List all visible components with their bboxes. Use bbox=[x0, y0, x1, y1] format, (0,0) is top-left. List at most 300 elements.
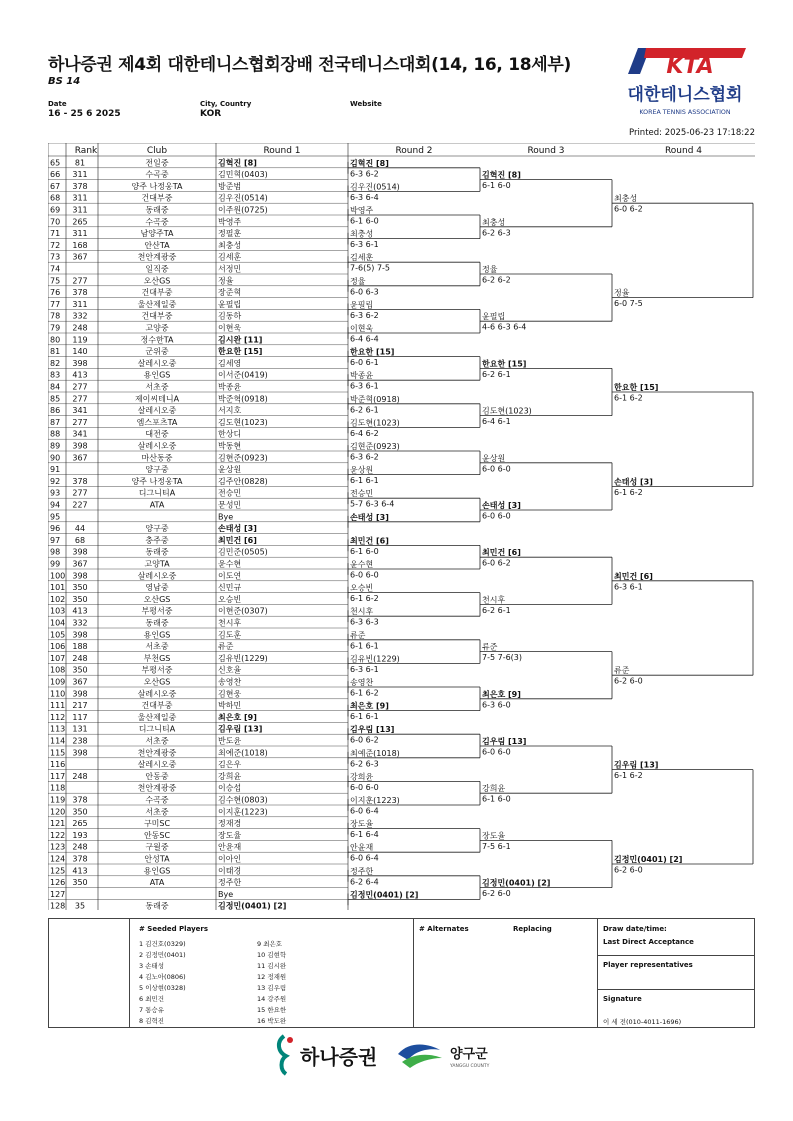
draw-position: 93 bbox=[50, 488, 61, 498]
player-name: 김현준(0923) bbox=[218, 453, 268, 463]
kta-logo-english: KOREA TENNIS ASSOCIATION bbox=[639, 109, 731, 116]
player-rank: 227 bbox=[72, 500, 88, 510]
round2-score: 6-3 6-3 bbox=[350, 617, 379, 627]
player-rank: 367 bbox=[72, 252, 88, 262]
player-club: 부평서중 bbox=[141, 665, 173, 675]
player-club: 전일중 bbox=[145, 158, 169, 168]
player-name: 최민건 [6] bbox=[218, 535, 257, 545]
round3-winner: 정율 bbox=[482, 265, 498, 274]
player-rank: 367 bbox=[72, 453, 88, 463]
player-name: 정재경 bbox=[218, 819, 242, 829]
draw-position: 108 bbox=[50, 665, 66, 675]
player-name: 김우진(0514) bbox=[218, 193, 268, 203]
draw-position: 98 bbox=[50, 547, 61, 557]
round2-winner: 장도율 bbox=[350, 819, 374, 829]
draw-position: 106 bbox=[50, 642, 66, 652]
draw-position: 109 bbox=[50, 677, 66, 687]
player-rank: 350 bbox=[72, 583, 88, 593]
draw-position: 73 bbox=[50, 252, 61, 262]
player-rank: 119 bbox=[72, 335, 88, 345]
player-rank: 341 bbox=[72, 406, 88, 416]
draw-position: 114 bbox=[50, 736, 66, 746]
seeded-player: 2 김정민(0401) bbox=[139, 951, 186, 959]
round4-score: 6-0 6-2 bbox=[614, 204, 643, 214]
draw-position: 75 bbox=[50, 276, 61, 286]
player-club: 동래중 bbox=[145, 618, 169, 628]
draw-position: 90 bbox=[50, 453, 61, 463]
draw-position: 94 bbox=[50, 500, 61, 510]
round2-score: 6-0 6-0 bbox=[350, 782, 379, 792]
sponsor-logos-svg bbox=[270, 1030, 530, 1080]
player-rank: 398 bbox=[72, 689, 88, 699]
player-rank: 350 bbox=[72, 878, 88, 888]
player-name: 장도율 bbox=[218, 830, 242, 840]
player-club: 충주중 bbox=[145, 535, 169, 545]
player-club: 군위중 bbox=[145, 347, 169, 357]
round2-winner: 최예준(1018) bbox=[350, 748, 400, 758]
column-header-round-2: Round 2 bbox=[395, 146, 433, 156]
draw-position: 76 bbox=[50, 288, 61, 298]
round2-winner: 최민건 [6] bbox=[350, 536, 389, 546]
player-rank: 35 bbox=[74, 901, 86, 910]
player-club: 대전중 bbox=[145, 429, 169, 439]
round2-winner: 류준 bbox=[350, 630, 366, 640]
player-rank: 188 bbox=[72, 642, 88, 652]
round3-score: 6-0 6-0 bbox=[482, 464, 511, 474]
seeded-player: 6 최민건 bbox=[139, 995, 165, 1003]
draw-position: 72 bbox=[50, 240, 61, 250]
player-rank: 378 bbox=[72, 854, 88, 864]
draw-position: 101 bbox=[50, 583, 66, 593]
player-name: 장준혁 bbox=[218, 288, 242, 298]
draw-position: 121 bbox=[50, 819, 66, 829]
round2-winner: 오승빈 bbox=[350, 583, 374, 593]
column-header-round-4: Round 4 bbox=[664, 146, 703, 156]
round3-score: 4-6 6-3 6-4 bbox=[482, 322, 527, 332]
round3-score: 7-5 7-6(3) bbox=[482, 653, 523, 663]
round2-score: 6-3 6-1 bbox=[350, 381, 379, 391]
player-name: 박하민 bbox=[218, 701, 242, 711]
player-rank: 398 bbox=[72, 441, 88, 451]
player-name: 박준혁(0918) bbox=[218, 394, 268, 404]
draw-position: 95 bbox=[50, 512, 61, 522]
player-name: 이지훈(1223) bbox=[218, 807, 268, 817]
seeded-player: 12 정재원 bbox=[257, 973, 287, 981]
player-name: 김민준(0505) bbox=[218, 547, 268, 557]
draw-position: 118 bbox=[50, 783, 66, 793]
player-club: 동래중 bbox=[145, 901, 169, 910]
city-value: KOR bbox=[200, 109, 222, 119]
player-rank: 311 bbox=[72, 193, 88, 203]
round4-winner: 류준 bbox=[614, 666, 630, 676]
player-rank: 332 bbox=[72, 618, 88, 628]
player-club: 남양주TA bbox=[140, 229, 174, 239]
website-label: Website bbox=[350, 100, 382, 108]
player-club: 디그니티A bbox=[138, 488, 176, 498]
draw-position: 79 bbox=[50, 323, 61, 333]
draw-position: 92 bbox=[50, 476, 61, 486]
player-representatives: Player representatives bbox=[603, 961, 693, 969]
round2-winner: 최은호 [9] bbox=[350, 701, 389, 711]
draw-position: 127 bbox=[50, 889, 66, 899]
round2-score: 6-2 6-3 bbox=[350, 759, 379, 769]
round2-winner: 천시후 bbox=[350, 607, 374, 617]
player-name: 김세훈 bbox=[218, 252, 242, 262]
round2-winner: 박영주 bbox=[350, 206, 374, 215]
round3-score: 6-2 6-2 bbox=[482, 275, 511, 285]
player-name: 최예준(1018) bbox=[218, 748, 268, 758]
player-name: 윤상원 bbox=[218, 465, 242, 475]
player-rank: 68 bbox=[74, 535, 86, 545]
player-rank: 131 bbox=[72, 724, 88, 734]
player-name: 서지호 bbox=[218, 406, 242, 416]
draw-position: 111 bbox=[50, 701, 66, 711]
player-name: 이현욱 bbox=[218, 323, 242, 333]
draw-date-label: Draw date/time: bbox=[603, 925, 667, 933]
player-club: 동래중 bbox=[145, 547, 169, 557]
round3-winner: 김혁진 [8] bbox=[482, 170, 521, 180]
player-club: 엠스포츠TA bbox=[136, 417, 178, 427]
round2-winner: 박종윤 bbox=[350, 371, 374, 381]
player-club: 천안계광중 bbox=[137, 783, 177, 793]
player-rank: 238 bbox=[72, 736, 88, 746]
player-club: 부천GS bbox=[143, 653, 171, 663]
player-rank: 350 bbox=[72, 594, 88, 604]
round2-score: 6-1 6-0 bbox=[350, 546, 379, 556]
player-name: 반도윤 bbox=[218, 736, 242, 746]
player-name: 서정민 bbox=[218, 264, 242, 274]
player-name: 류준 bbox=[218, 642, 234, 652]
draw-position: 82 bbox=[50, 358, 61, 368]
kta-logo-name: 대한테니스협회 bbox=[627, 85, 743, 105]
round2-score: 6-1 6-1 bbox=[350, 641, 379, 651]
player-club: 울산제일중 bbox=[137, 299, 177, 309]
player-name: 정주한 bbox=[218, 878, 242, 888]
player-club: 서초중 bbox=[145, 736, 169, 746]
draw-bracket bbox=[48, 143, 755, 910]
player-rank: 277 bbox=[72, 394, 88, 404]
player-club: 건대부중 bbox=[141, 701, 173, 711]
player-rank: 277 bbox=[72, 417, 88, 427]
player-rank: 398 bbox=[72, 547, 88, 557]
draw-position: 74 bbox=[50, 264, 61, 274]
player-club: 수곡중 bbox=[145, 170, 169, 180]
player-rank: 378 bbox=[72, 476, 88, 486]
player-rank: 341 bbox=[72, 429, 88, 439]
city-label: City, Country bbox=[200, 100, 252, 108]
round4-score: 6-3 6-1 bbox=[614, 582, 643, 592]
player-rank: 140 bbox=[72, 347, 88, 357]
player-rank: 168 bbox=[72, 240, 88, 250]
draw-position: 70 bbox=[50, 217, 61, 227]
draw-position: 112 bbox=[50, 712, 66, 722]
seeded-player: 8 김혁진 bbox=[139, 1017, 165, 1025]
draw-position: 103 bbox=[50, 606, 66, 616]
player-club: 영남중 bbox=[145, 583, 169, 593]
round2-score: 6-0 6-4 bbox=[350, 806, 379, 816]
player-name: 이현준(0307) bbox=[218, 606, 268, 616]
player-name: 박영주 bbox=[218, 217, 242, 227]
draw-position: 65 bbox=[50, 158, 61, 168]
round3-score: 6-2 6-1 bbox=[482, 369, 511, 379]
player-rank: 398 bbox=[72, 358, 88, 368]
draw-position: 80 bbox=[50, 335, 61, 345]
round3-winner: 최은호 [9] bbox=[482, 689, 521, 699]
round2-score: 6-3 6-2 bbox=[350, 169, 379, 179]
player-club: 일직중 bbox=[145, 264, 169, 274]
round3-score: 6-1 6-0 bbox=[482, 794, 511, 804]
player-name: 김우림 [13] bbox=[218, 724, 263, 734]
round3-score: 6-3 6-0 bbox=[482, 700, 511, 710]
player-club: 살레시오중 bbox=[137, 406, 177, 416]
player-rank: 44 bbox=[74, 524, 86, 534]
player-name: 정필훈 bbox=[218, 229, 242, 239]
player-name: 김도훈 bbox=[218, 630, 242, 640]
player-rank: 217 bbox=[72, 701, 88, 711]
player-club: 오산GS bbox=[143, 276, 171, 286]
round2-winner: 김정민(0401) [2] bbox=[350, 890, 419, 900]
player-name: 정율 bbox=[218, 276, 234, 286]
seeded-player: 1 김건호(0329) bbox=[139, 940, 186, 948]
round3-score: 6-2 6-1 bbox=[482, 605, 511, 615]
player-club: 용인GS bbox=[143, 866, 171, 876]
player-rank: 277 bbox=[72, 382, 88, 392]
round4-winner: 최충성 bbox=[614, 194, 638, 204]
player-name: 김동하 bbox=[218, 311, 242, 321]
player-club: 양구중 bbox=[145, 524, 169, 534]
round2-score: 6-0 6-0 bbox=[350, 570, 379, 580]
draw-position: 117 bbox=[50, 771, 66, 781]
draw-position: 126 bbox=[50, 878, 66, 888]
column-header-round-3: Round 3 bbox=[527, 146, 565, 156]
round2-score: 6-0 6-1 bbox=[350, 358, 379, 368]
draw-position: 68 bbox=[50, 193, 61, 203]
player-rank: 311 bbox=[72, 229, 88, 239]
round2-winner: 송영찬 bbox=[350, 678, 374, 687]
player-club: 울산제일중 bbox=[137, 712, 177, 722]
round2-score: 5-7 6-3 6-4 bbox=[350, 499, 395, 509]
player-rank: 367 bbox=[72, 559, 88, 569]
round2-winner: 김우림 [13] bbox=[350, 725, 395, 735]
player-name: 방준범 bbox=[218, 181, 242, 191]
player-rank: 248 bbox=[72, 323, 88, 333]
draw-position: 88 bbox=[50, 429, 61, 439]
round2-score: 6-0 6-3 bbox=[350, 287, 379, 297]
player-club: 정수한TA bbox=[140, 335, 174, 345]
round2-winner: 이지훈(1223) bbox=[350, 796, 400, 805]
draw-position: 86 bbox=[50, 406, 61, 416]
draw-position: 107 bbox=[50, 653, 66, 663]
round4-score: 6-2 6-0 bbox=[614, 676, 643, 686]
round3-winner: 윤상원 bbox=[482, 453, 506, 463]
player-name: 김은우 bbox=[218, 760, 242, 770]
round2-score: 6-0 6-4 bbox=[350, 853, 379, 863]
player-club: 건대부중 bbox=[141, 311, 173, 321]
player-club: 구미SC bbox=[143, 819, 171, 829]
round3-winner: 최민건 [6] bbox=[482, 548, 521, 558]
seeded-player: 10 김현학 bbox=[257, 951, 287, 959]
round3-score: 6-0 6-0 bbox=[482, 511, 511, 521]
player-rank: 248 bbox=[72, 771, 88, 781]
player-name: 이서준(0419) bbox=[218, 370, 268, 380]
round3-score: 6-4 6-1 bbox=[482, 417, 511, 427]
player-name: 윤수현 bbox=[218, 559, 242, 569]
player-club: 살레시오중 bbox=[137, 441, 177, 451]
player-club: 서초중 bbox=[145, 382, 169, 392]
player-rank: 265 bbox=[72, 819, 88, 829]
player-club: ATA bbox=[149, 878, 165, 888]
player-name: 김현웅 bbox=[218, 689, 242, 699]
round2-score: 6-1 6-1 bbox=[350, 476, 379, 486]
player-club: 서초중 bbox=[145, 807, 169, 817]
player-name: 이주원(0725) bbox=[218, 205, 268, 215]
player-club: 디그니티A bbox=[138, 724, 176, 734]
player-name: 김세영 bbox=[218, 358, 242, 368]
round4-winner: 손태성 [3] bbox=[614, 477, 653, 487]
round3-winner: 윤필립 bbox=[482, 312, 506, 322]
seeded-player: 5 이상현(0328) bbox=[139, 984, 186, 992]
draw-position: 85 bbox=[50, 394, 61, 404]
seeded-player: 16 박도완 bbox=[257, 1017, 287, 1025]
draw-position: 116 bbox=[50, 760, 66, 770]
player-rank: 117 bbox=[72, 712, 88, 722]
draw-position: 78 bbox=[50, 311, 61, 321]
round3-score: 6-1 6-0 bbox=[482, 181, 511, 191]
draw-position: 128 bbox=[50, 901, 66, 910]
draw-position: 96 bbox=[50, 524, 61, 534]
player-name: 김혁진 [8] bbox=[218, 158, 257, 168]
last-direct-acceptance: Last Direct Acceptance bbox=[603, 938, 694, 946]
player-club: 천안계광중 bbox=[137, 748, 177, 758]
player-name: 천시후 bbox=[218, 618, 242, 628]
yanggu-logo-text: 양구군 bbox=[450, 1047, 488, 1062]
player-club: 수곡중 bbox=[145, 795, 169, 805]
player-rank: 311 bbox=[72, 170, 88, 180]
player-club: 양구중 bbox=[145, 465, 169, 475]
draw-position: 100 bbox=[50, 571, 66, 581]
round2-score: 6-1 6-0 bbox=[350, 216, 379, 226]
round4-score: 6-1 6-2 bbox=[614, 487, 643, 497]
round2-score: 6-1 6-1 bbox=[350, 712, 379, 722]
round4-score: 6-2 6-0 bbox=[614, 865, 643, 875]
draw-position: 99 bbox=[50, 559, 61, 569]
round3-score: 6-2 6-0 bbox=[482, 889, 511, 899]
player-club: 제이씨테니A bbox=[134, 394, 180, 404]
player-rank: 367 bbox=[72, 677, 88, 687]
player-name: 강희윤 bbox=[218, 771, 242, 781]
hana-logo bbox=[279, 1036, 377, 1074]
player-rank: 277 bbox=[72, 276, 88, 286]
player-club: 살레시오중 bbox=[137, 760, 177, 770]
kta-logo-letters: KTA bbox=[666, 54, 714, 79]
draw-position: 105 bbox=[50, 630, 66, 640]
round2-score: 6-3 6-1 bbox=[350, 240, 379, 250]
signature-name: 이 세 전(010-4011-1696) bbox=[603, 1018, 682, 1026]
player-club: 마산동중 bbox=[141, 453, 173, 463]
player-rank: 413 bbox=[72, 606, 88, 616]
round3-score: 6-0 6-0 bbox=[482, 747, 511, 757]
round3-winner: 김도현(1023) bbox=[482, 406, 532, 416]
draw-position: 66 bbox=[50, 170, 61, 180]
round3-winner: 강희윤 bbox=[482, 784, 506, 794]
round3-winner: 장도율 bbox=[482, 831, 506, 841]
draw-position: 123 bbox=[50, 842, 66, 852]
player-club: 동래중 bbox=[145, 205, 169, 215]
player-name: 전승민 bbox=[218, 488, 242, 498]
draw-position: 115 bbox=[50, 748, 66, 758]
round2-score: 6-3 6-1 bbox=[350, 664, 379, 674]
player-name: Bye bbox=[218, 512, 234, 522]
player-name: 한요한 [15] bbox=[218, 347, 263, 357]
player-name: 김정민(0401) [2] bbox=[218, 901, 287, 910]
player-club: ATA bbox=[149, 500, 165, 510]
player-club: 안동SC bbox=[143, 830, 171, 840]
player-rank: 311 bbox=[72, 205, 88, 215]
player-name: 최충성 bbox=[218, 240, 242, 250]
player-rank: 398 bbox=[72, 571, 88, 581]
player-name: 신호율 bbox=[218, 665, 242, 675]
round2-winner: 한요한 [15] bbox=[350, 347, 395, 357]
seeded-player: 15 한요한 bbox=[257, 1006, 287, 1014]
player-name: 최은호 [9] bbox=[218, 712, 257, 722]
player-name: 이태경 bbox=[218, 866, 242, 876]
player-club: 살레시오중 bbox=[137, 358, 177, 368]
player-rank: 311 bbox=[72, 299, 88, 309]
player-rank: 398 bbox=[72, 630, 88, 640]
player-name: 신민규 bbox=[218, 583, 242, 593]
round4-score: 6-1 6-2 bbox=[614, 393, 643, 403]
draw-position: 69 bbox=[50, 205, 61, 215]
round2-score: 6-4 6-4 bbox=[350, 334, 379, 344]
player-club: 고양TA bbox=[144, 559, 170, 569]
player-name: 손태성 [3] bbox=[218, 524, 257, 534]
draw-position: 83 bbox=[50, 370, 61, 380]
draw-position: 113 bbox=[50, 724, 66, 734]
player-rank: 248 bbox=[72, 653, 88, 663]
player-name: 이아인 bbox=[218, 854, 242, 864]
player-name: 오승빈 bbox=[218, 594, 242, 604]
seeded-player: 14 강주원 bbox=[257, 995, 287, 1003]
round3-winner: 김우림 [13] bbox=[482, 737, 527, 746]
round4-score: 6-1 6-2 bbox=[614, 771, 643, 781]
player-rank: 277 bbox=[72, 488, 88, 498]
round2-score: 6-1 6-4 bbox=[350, 830, 379, 840]
round2-score: 6-3 6-2 bbox=[350, 310, 379, 320]
player-name: 윤필립 bbox=[218, 299, 242, 309]
draw-position: 122 bbox=[50, 830, 66, 840]
round3-winner: 최충성 bbox=[482, 217, 506, 227]
player-rank: 350 bbox=[72, 807, 88, 817]
player-club: 고양중 bbox=[145, 323, 169, 333]
seeded-player: 9 최은호 bbox=[257, 940, 283, 948]
yanggu-logo-english: YANGGU COUNTY bbox=[450, 1064, 490, 1069]
player-name: 김주안(0828) bbox=[218, 476, 268, 486]
player-name: 김시완 [11] bbox=[218, 335, 263, 345]
draw-position: 102 bbox=[50, 594, 66, 604]
player-rank: 413 bbox=[72, 866, 88, 876]
round2-winner: 정주한 bbox=[350, 866, 374, 876]
yanggu-logo bbox=[398, 1045, 490, 1070]
player-club: 용인GS bbox=[143, 370, 171, 380]
round3-winner: 천시후 bbox=[482, 595, 506, 605]
round2-winner: 윤수현 bbox=[350, 560, 374, 569]
player-rank: 378 bbox=[72, 181, 88, 191]
player-name: 박동현 bbox=[218, 441, 242, 451]
round2-winner: 박준혁(0918) bbox=[350, 394, 400, 404]
round4-winner: 한요한 [15] bbox=[614, 383, 659, 392]
player-rank: 413 bbox=[72, 370, 88, 380]
player-club: 용인GS bbox=[143, 630, 171, 640]
